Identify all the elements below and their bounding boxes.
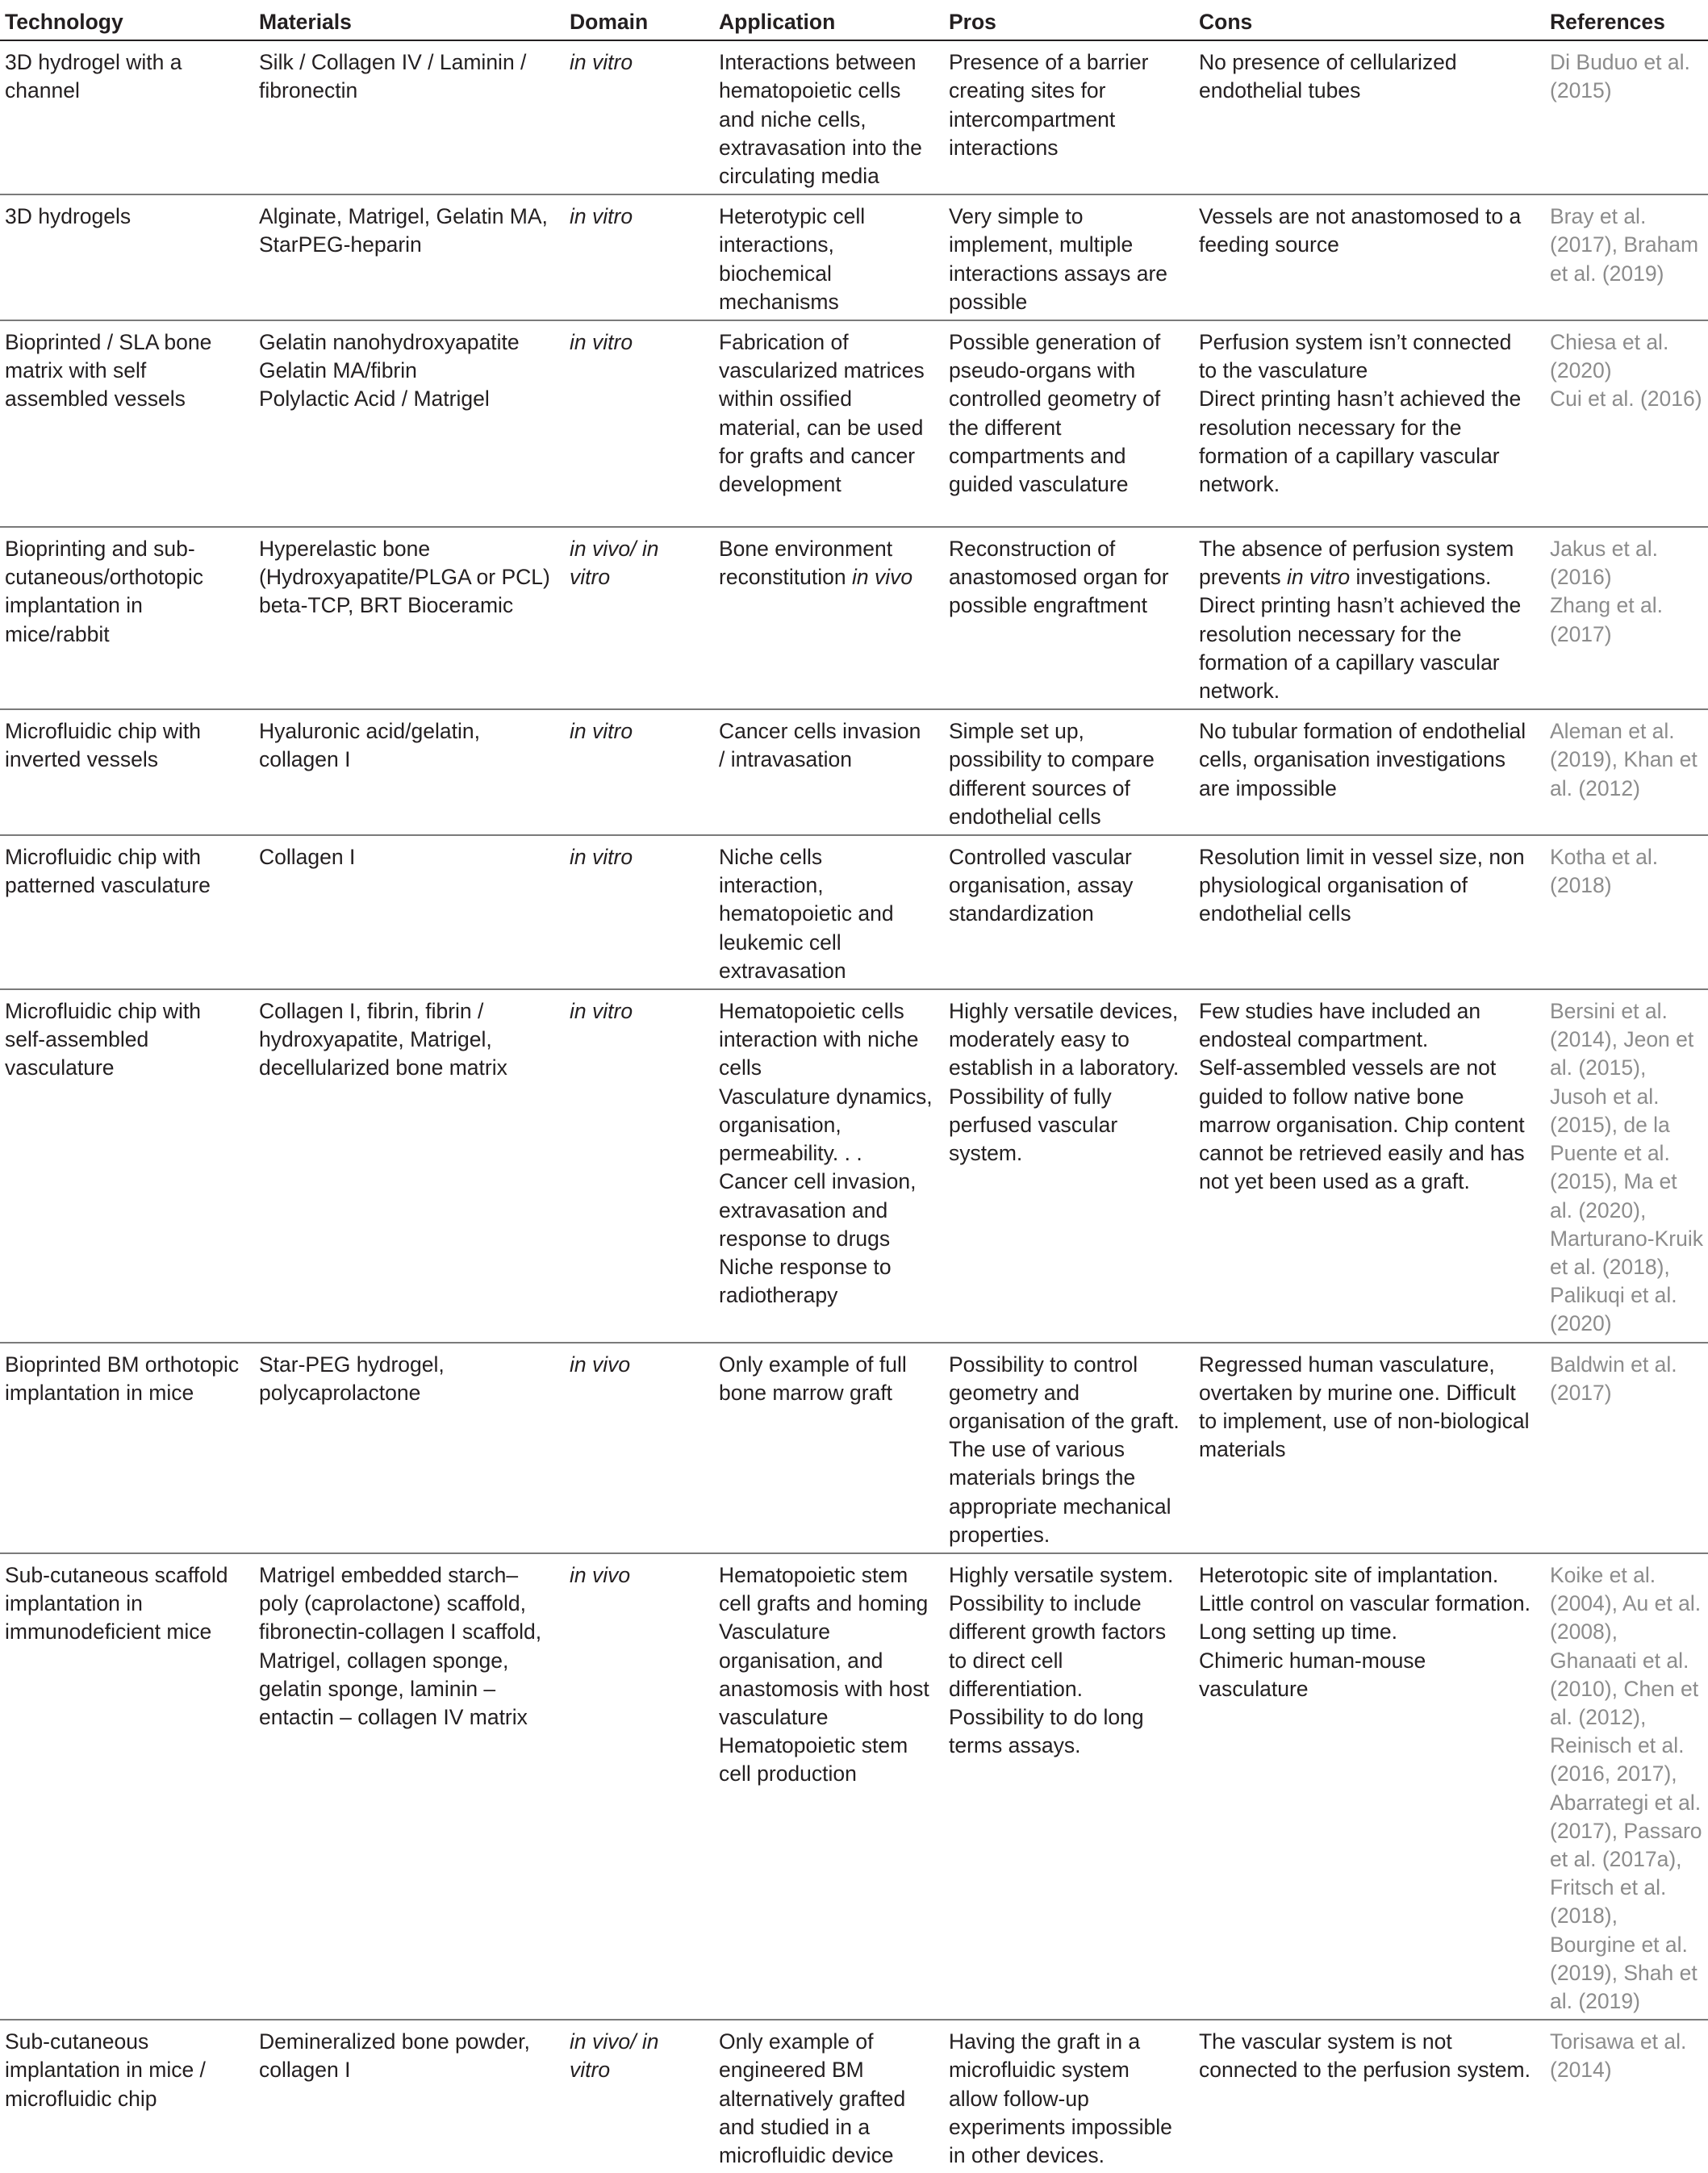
materials-cell (254, 320, 565, 527)
table-header (0, 5, 1708, 40)
pros-line: Possibility to do long terms assays. (949, 1704, 1144, 1758)
cons-text-end: investigations. (1350, 565, 1492, 590)
materials-line: Gelatin MA/fibrin (259, 358, 417, 383)
pros-line: Having the graft in a microfluidic system allow follow-up experiments impossible in other devices. (949, 2029, 1172, 2167)
pros-cell (944, 2020, 1194, 2173)
materials-line: beta-TCP, BRT Bioceramic (259, 593, 514, 618)
header-row (0, 5, 1708, 40)
table-row (0, 527, 1708, 709)
references-cell (1545, 1343, 1708, 1553)
pros-cell (944, 709, 1194, 835)
materials-line: Matrigel embedded starch–poly (caprolactone) scaffold, fibronectin-collagen I scaffold, Matrigel, collagen sponge, gelatin sponge, laminin – entactin – collagen IV matrix (259, 1562, 542, 1729)
reference-line: Cui et al. (2016) (1550, 387, 1702, 412)
materials-line: Hyperelastic bone (Hydroxyapatite/PLGA or PCL) (259, 537, 550, 590)
materials-line: Collagen I (259, 845, 356, 870)
cons-cell (1194, 1343, 1545, 1553)
cons-cell (1194, 1553, 1545, 2020)
references-cell (1545, 194, 1708, 320)
pros-line: Presence of a barrier creating sites for intercompartment interactions (949, 50, 1149, 160)
pros-line: Highly versatile system. (949, 1562, 1174, 1587)
cons-line: Chimeric human-mouse vasculature (1199, 1648, 1426, 1701)
domain-cell: in vitro (565, 989, 714, 1342)
materials-line: Polylactic Acid / Matrigel (259, 387, 490, 412)
application-italic-text: in vivo (851, 565, 913, 590)
application-line: Vasculature organisation, and anastomosis with host vasculature (719, 1619, 929, 1729)
reference-line: Bray et al. (2017), Braham et al. (2019) (1550, 204, 1699, 286)
domain-cell: in vitro (565, 194, 714, 320)
materials-cell (254, 709, 565, 835)
reference-line: Koike et al. (2004), Au et al. (2008), Ghanaati et al. (2010), Chen et al. (2012), Reinisch et al. (2016, 2017), Abarrategi et al. (2017), Passaro et al. (2017a), Fritsch et al. (2018), Bourgine et al. (2019), Shah et al. (2019) (1550, 1562, 1702, 2013)
cons-cell (1194, 2020, 1545, 2173)
application-line: Only example of engineered BM alternatively grafted and studied in a microfluidic device (719, 2029, 906, 2167)
cons-line: Perfusion system isn’t connected to the vasculature (1199, 330, 1512, 383)
cons-line: Vessels are not anastomosed to a feeding source (1199, 204, 1522, 257)
application-line: Fabrication of vascularized matrices within ossified material, can be used for grafts and cancer development (719, 330, 925, 497)
technology-cell: Bioprinting and sub-cutaneous/orthotopic implantation in mice/rabbit (0, 527, 254, 709)
pros-line: Highly versatile devices, moderately easy to establish in a laboratory. (949, 999, 1180, 1080)
table-row (0, 194, 1708, 320)
pros-line: Possibility of fully perfused vascular system. (949, 1084, 1118, 1166)
cons-cell (1194, 40, 1545, 194)
header-application: Application (714, 5, 944, 40)
table-row (0, 2020, 1708, 2173)
application-line: Interactions between hematopoietic cells and niche cells, extravasation into the circulating media (719, 50, 922, 189)
materials-line: Collagen I, fibrin, fibrin / hydroxyapatite, Matrigel, decellularized bone matrix (259, 999, 507, 1080)
table-row (0, 320, 1708, 527)
table-row (0, 1553, 1708, 2020)
domain-cell: in vitro (565, 835, 714, 989)
materials-cell (254, 2020, 565, 2173)
application-line: Hematopoietic stem cell production (719, 1733, 908, 1786)
header-domain: Domain (565, 5, 714, 40)
reference-line: Zhang et al. (2017) (1550, 593, 1663, 646)
application-cell (714, 320, 944, 527)
application-cell (714, 835, 944, 989)
materials-line: Gelatin nanohydroxyapatite (259, 330, 520, 355)
table-row (0, 989, 1708, 1342)
references-cell (1545, 527, 1708, 709)
references-cell (1545, 320, 1708, 527)
materials-line: Silk / Collagen IV / Laminin / fibronectin (259, 50, 527, 103)
materials-line: Star-PEG hydrogel, polycaprolactone (259, 1352, 445, 1405)
application-line: Hematopoietic cells interaction with niche cells (719, 999, 919, 1080)
technology-cell: Microfluidic chip with inverted vessels (0, 709, 254, 835)
table-row (0, 835, 1708, 989)
application-line: Cancer cells invasion / intravasation (719, 719, 921, 772)
cons-italic-text: in vitro (1287, 565, 1351, 590)
domain-cell: in vivo (565, 1343, 714, 1553)
table-body (0, 40, 1708, 2173)
reference-line: Chiesa et al. (2020) (1550, 330, 1669, 383)
application-cell (714, 40, 944, 194)
pros-cell (944, 835, 1194, 989)
cons-line: Heterotopic site of implantation. (1199, 1562, 1499, 1587)
reference-line: Kotha et al. (2018) (1550, 845, 1659, 898)
pros-line: Possible generation of pseudo-organs with controlled geometry of the different compartments and guided vasculature (949, 330, 1161, 497)
cons-cell (1194, 709, 1545, 835)
cons-line: No presence of cellularized endothelial tubes (1199, 50, 1457, 103)
cons-line: No tubular formation of endothelial cells, organisation investigations are impossible (1199, 719, 1526, 800)
cons-cell (1194, 527, 1545, 709)
materials-line: Hyaluronic acid/gelatin, collagen I (259, 719, 480, 772)
materials-cell (254, 1553, 565, 2020)
pros-line: Controlled vascular organisation, assay standardization (949, 845, 1134, 926)
materials-line: Alginate, Matrigel, Gelatin MA, StarPEG-heparin (259, 204, 548, 257)
domain-cell: in vitro (565, 709, 714, 835)
pros-cell (944, 1343, 1194, 1553)
header-materials: Materials (254, 5, 565, 40)
application-line: Cancer cell invasion, extravasation and response to drugs (719, 1169, 917, 1251)
cons-line: Resolution limit in vessel size, non physiological organisation of endothelial cells (1199, 845, 1525, 926)
reference-line: Torisawa et al. (2014) (1550, 2029, 1687, 2083)
comparison-table (0, 5, 1708, 2173)
domain-cell: in vitro (565, 40, 714, 194)
technology-cell: 3D hydrogels (0, 194, 254, 320)
pros-line: Reconstruction of anastomosed organ for possible engraftment (949, 537, 1169, 618)
domain-cell: in vivo/ in vitro (565, 527, 714, 709)
materials-cell (254, 40, 565, 194)
references-cell (1545, 1553, 1708, 2020)
cons-line: Little control on vascular formation. Long setting up time. (1199, 1591, 1531, 1644)
reference-line: Aleman et al. (2019), Khan et al. (2012) (1550, 719, 1698, 800)
pros-cell (944, 194, 1194, 320)
references-cell (1545, 709, 1708, 835)
cons-line (1199, 535, 1534, 591)
reference-line: Bersini et al. (2014), Jeon et al. (2015), Jusoh et al. (2015), de la Puente et al. (2015), Ma et al. (2020), Marturano-Kruik et al. (2018), Palikuqi et al. (2020) (1550, 999, 1703, 1336)
cons-line: Direct printing hasn’t achieved the resolution necessary for the formation of a capillary vascular network. (1199, 593, 1522, 704)
pros-cell (944, 1553, 1194, 2020)
header-pros: Pros (944, 5, 1194, 40)
table-row (0, 709, 1708, 835)
application-cell (714, 194, 944, 320)
cons-cell (1194, 835, 1545, 989)
cons-line: The vascular system is not connected to the perfusion system. (1199, 2029, 1531, 2083)
application-text: Bone environment reconstitution (719, 537, 893, 590)
pros-cell (944, 40, 1194, 194)
cons-line: Direct printing hasn’t achieved the resolution necessary for the formation of a capillary vascular network. (1199, 387, 1522, 497)
application-line: Niche cells interaction, hematopoietic and leukemic cell extravasation (719, 845, 894, 983)
application-line: Vasculature dynamics, organisation, permeability. . . (719, 1084, 933, 1166)
table-row (0, 1343, 1708, 1553)
cons-line: Regressed human vasculature, overtaken by murine one. Difficult to implement, use of non-biological materials (1199, 1352, 1530, 1462)
domain-cell: in vivo/ in vitro (570, 2029, 659, 2083)
pros-line: Very simple to implement, multiple interactions assays are possible (949, 204, 1168, 314)
technology-cell: Bioprinted / SLA bone matrix with self assembled vessels (0, 320, 254, 527)
table-row (0, 40, 1708, 194)
materials-cell (254, 989, 565, 1342)
domain-cell: in vitro (565, 320, 714, 527)
pros-cell (944, 527, 1194, 709)
technology-cell: 3D hydrogel with a channel (0, 40, 254, 194)
references-cell (1545, 2020, 1708, 2173)
application-line: Only example of full bone marrow graft (719, 1352, 907, 1405)
reference-line: Di Buduo et al. (2015) (1550, 50, 1690, 103)
technology-cell: Sub-cutaneous scaffold implantation in immunodeficient mice (0, 1553, 254, 2020)
materials-cell (254, 835, 565, 989)
header-references: References (1545, 5, 1708, 40)
reference-line: Baldwin et al. (2017) (1550, 1352, 1677, 1405)
application-line: Hematopoietic stem cell grafts and homing (719, 1562, 929, 1616)
materials-cell (254, 1343, 565, 1553)
technology-cell: Microfluidic chip with self-assembled vasculature (0, 989, 254, 1342)
cons-cell (1194, 320, 1545, 527)
cons-line: Self-assembled vessels are not guided to follow native bone marrow organisation. Chip content cannot be retrieved easily and has not yet been used as a graft. (1199, 1055, 1525, 1194)
materials-cell (254, 527, 565, 709)
application-cell (714, 1553, 944, 2020)
references-cell (1545, 989, 1708, 1342)
technology-cell: Sub-cutaneous implantation in mice / microfluidic chip (5, 2029, 206, 2111)
application-cell (714, 2020, 944, 2173)
cons-text: The absence of perfusion system prevents (1199, 537, 1514, 590)
technology-cell: Bioprinted BM orthotopic implantation in mice (0, 1343, 254, 1553)
technology-cell: Microfluidic chip with patterned vasculature (0, 835, 254, 989)
application-line: Heterotypic cell interactions, biochemical mechanisms (719, 204, 866, 314)
cons-cell (1194, 989, 1545, 1342)
header-technology: Technology (0, 5, 254, 40)
cons-cell (1194, 194, 1545, 320)
references-cell (1545, 40, 1708, 194)
pros-line: Possibility to include different growth factors to direct cell differentiation. (949, 1591, 1167, 1701)
materials-line: Demineralized bone powder, collagen I (259, 2029, 530, 2083)
reference-line: Jakus et al. (2016) (1550, 537, 1659, 590)
pros-cell (944, 320, 1194, 527)
cons-line: Few studies have included an endosteal compartment. (1199, 999, 1481, 1052)
header-cons: Cons (1194, 5, 1545, 40)
pros-line: Possibility to control geometry and organisation of the graft. The use of various materials brings the appropriate mechanical properties. (949, 1352, 1180, 1547)
references-cell (1545, 835, 1708, 989)
domain-cell: in vivo (565, 1553, 714, 2020)
application-line: Niche response to radiotherapy (719, 1254, 892, 1308)
application-cell (714, 1343, 944, 1553)
application-cell (714, 527, 944, 709)
pros-cell (944, 989, 1194, 1342)
application-cell (714, 989, 944, 1342)
application-cell (714, 709, 944, 835)
pros-line: Simple set up, possibility to compare different sources of endothelial cells (949, 719, 1155, 829)
materials-cell (254, 194, 565, 320)
